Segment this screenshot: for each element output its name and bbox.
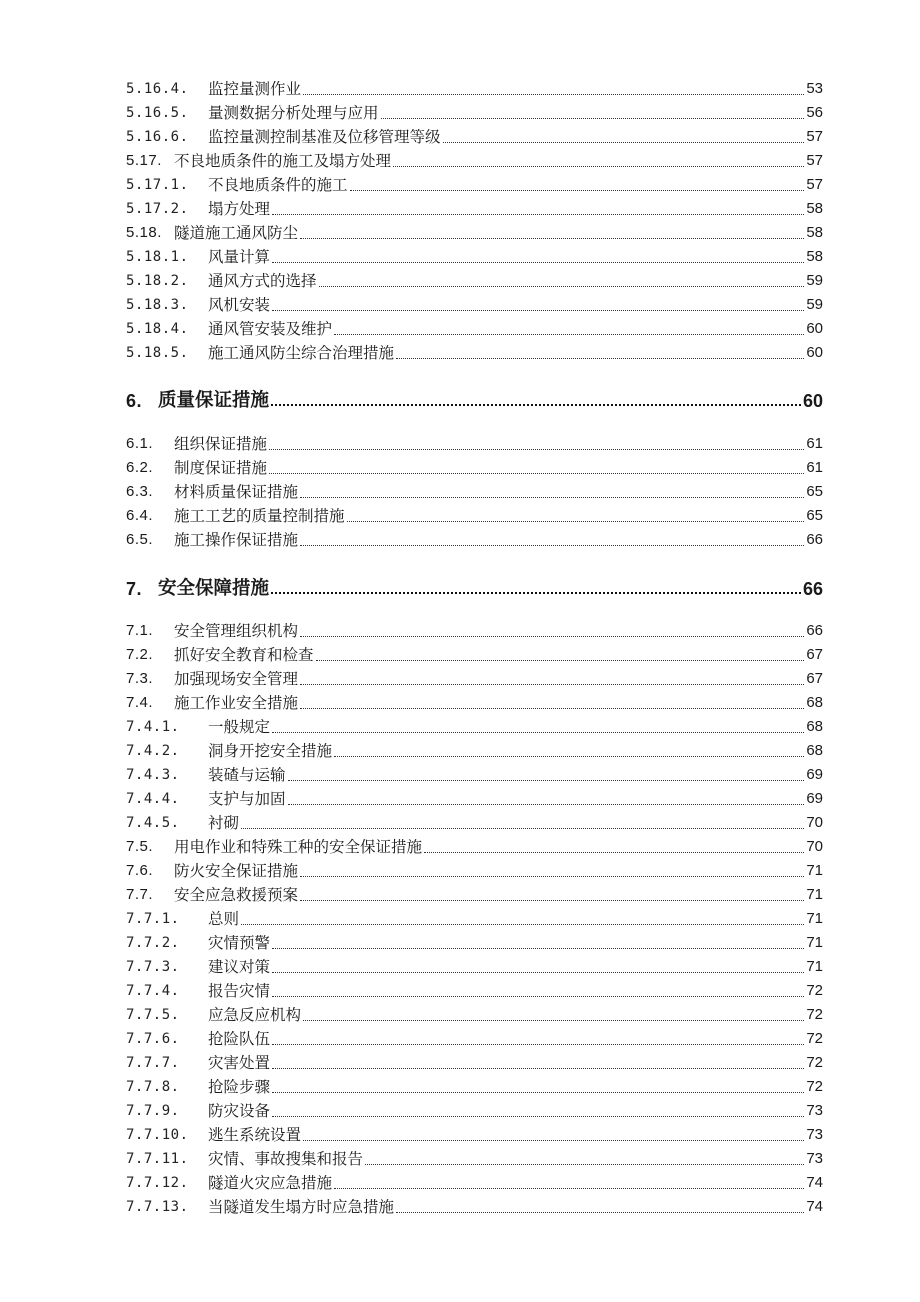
toc-entry-page-number: 60 <box>806 320 823 337</box>
toc-entry-title: 总则 <box>208 910 240 928</box>
toc-entry-title: 组织保证措施 <box>174 435 268 453</box>
toc-entry-title: 支护与加固 <box>208 790 286 808</box>
dot-leader <box>396 358 804 359</box>
toc-entry-number: 7.4.2. <box>126 743 180 759</box>
toc-entry-title: 量测数据分析处理与应用 <box>208 104 379 122</box>
dot-leader <box>347 521 805 522</box>
dot-leader <box>272 1068 804 1069</box>
toc-entry[interactable] <box>126 430 823 454</box>
toc-entry[interactable] <box>126 665 823 689</box>
toc-entry-number: 7.7.13. <box>126 1199 189 1215</box>
toc-entry-number: 7.7.5. <box>126 1007 180 1023</box>
toc-entry-title: 逃生系统设置 <box>208 1126 302 1144</box>
toc-entry[interactable] <box>126 502 823 526</box>
dot-leader <box>396 1212 804 1213</box>
toc-entry-page-number: 69 <box>806 766 823 783</box>
toc-entry-title: 施工工艺的质量控制措施 <box>174 507 345 525</box>
toc-entry-page-number: 57 <box>806 128 823 145</box>
toc-entry-title: 监控量测作业 <box>208 80 302 98</box>
toc-entry[interactable] <box>126 243 823 267</box>
toc-entry[interactable] <box>126 526 823 550</box>
toc-entry-number: 7.4. <box>126 694 154 711</box>
toc-entry-number: 5.18.4. <box>126 321 189 337</box>
toc-entry-number: 5.18.5. <box>126 345 189 361</box>
dot-leader <box>300 545 804 546</box>
toc-entry[interactable] <box>126 267 823 291</box>
toc-entry-title: 施工作业安全措施 <box>174 694 299 712</box>
toc-entry-title: 应急反应机构 <box>208 1006 302 1024</box>
dot-leader <box>300 708 804 709</box>
toc-entry-number: 6.3. <box>126 483 154 500</box>
toc-entry-title: 报告灾情 <box>208 982 271 1000</box>
toc-entry[interactable] <box>126 641 823 665</box>
dot-leader <box>300 900 804 901</box>
toc-entry-number: 5.18.2. <box>126 273 189 289</box>
toc-entry[interactable] <box>126 315 823 339</box>
toc-entry-number: 5.18. <box>126 224 162 241</box>
toc-entry-title: 不良地质条件的施工 <box>208 176 348 194</box>
toc-entry-page-number: 74 <box>806 1174 823 1191</box>
toc-entry-number: 5.17. <box>126 152 162 169</box>
toc-entry[interactable] <box>126 75 823 99</box>
toc-entry[interactable] <box>126 1025 823 1049</box>
dot-leader <box>272 262 804 263</box>
toc-entry-number: 5.16.5. <box>126 105 189 121</box>
dot-leader <box>272 948 804 949</box>
toc-entry-page-number: 72 <box>806 1078 823 1095</box>
toc-entry-title: 塌方处理 <box>208 200 271 218</box>
toc-entry-number: 7.7.3. <box>126 959 180 975</box>
toc-entry-title: 通风方式的选择 <box>208 272 317 290</box>
toc-entry-number: 5.16.4. <box>126 81 189 97</box>
toc-entry-page-number: 68 <box>806 694 823 711</box>
toc-entry-page-number: 67 <box>806 670 823 687</box>
toc-entry-page-number: 58 <box>806 248 823 265</box>
toc-entry[interactable] <box>126 454 823 478</box>
toc-entry[interactable] <box>126 478 823 502</box>
toc-entry-title: 施工通风防尘综合治理措施 <box>208 344 395 362</box>
dot-leader <box>288 780 805 781</box>
toc-entry-title: 灾害处置 <box>208 1054 271 1072</box>
toc-entry-number: 7.7.2. <box>126 935 180 951</box>
toc-entry-page-number: 66 <box>806 531 823 548</box>
dot-leader <box>272 1116 804 1117</box>
dot-leader <box>272 972 804 973</box>
dot-leader <box>241 828 804 829</box>
toc-entry-title: 加强现场安全管理 <box>174 670 299 688</box>
dot-leader <box>393 166 804 167</box>
toc-entry[interactable] <box>126 857 823 881</box>
toc-entry[interactable] <box>126 291 823 315</box>
toc-entry-title: 一般规定 <box>208 718 271 736</box>
toc-entry-page-number: 72 <box>806 1054 823 1071</box>
toc-entry-title: 当隧道发生塌方时应急措施 <box>208 1198 395 1216</box>
toc-entry-number: 7.7.10. <box>126 1127 189 1143</box>
dot-leader <box>288 804 805 805</box>
dot-leader <box>424 852 804 853</box>
toc-entry[interactable] <box>126 689 823 713</box>
toc-entry-page-number: 74 <box>806 1198 823 1215</box>
dot-leader <box>272 732 804 733</box>
toc-entry-page-number: 71 <box>806 910 823 927</box>
toc-entry-page-number: 65 <box>806 483 823 500</box>
toc-entry[interactable] <box>126 1169 823 1193</box>
toc-entry-number: 7.4.3. <box>126 767 180 783</box>
toc-entry-page-number: 71 <box>806 934 823 951</box>
toc-entry-title: 防火安全保证措施 <box>174 862 299 880</box>
toc-entry-page-number: 59 <box>806 296 823 313</box>
toc-entry-page-number: 60 <box>806 344 823 361</box>
toc-entry-page-number: 61 <box>806 459 823 476</box>
toc-entry[interactable] <box>126 881 823 905</box>
dot-leader <box>334 1188 804 1189</box>
toc-entry[interactable] <box>126 905 823 929</box>
dot-leader <box>271 592 801 594</box>
toc-entry[interactable] <box>126 1121 823 1145</box>
toc-entry-number: 5.17.2. <box>126 201 189 217</box>
toc-entry-number: 7.7.4. <box>126 983 180 999</box>
toc-entry[interactable] <box>126 123 823 147</box>
toc-entry-page-number: 68 <box>806 718 823 735</box>
toc-entry-number: 7.7.8. <box>126 1079 180 1095</box>
toc-entry-number: 7.7.9. <box>126 1103 180 1119</box>
toc-entry-page-number: 72 <box>806 1030 823 1047</box>
dot-leader <box>272 214 804 215</box>
toc-entry[interactable] <box>126 1145 823 1169</box>
toc-entry-page-number: 72 <box>806 982 823 999</box>
toc-entry[interactable] <box>126 339 823 363</box>
dot-leader <box>300 684 804 685</box>
toc-entry-number: 7.4.5. <box>126 815 180 831</box>
toc-entry-page-number: 73 <box>806 1150 823 1167</box>
toc-entry[interactable] <box>126 833 823 857</box>
toc-entry[interactable] <box>126 737 823 761</box>
toc-entry-number: 7.5. <box>126 838 154 855</box>
toc-chapter-entry[interactable] <box>126 381 823 411</box>
toc-entry-page-number: 57 <box>806 152 823 169</box>
toc-entry-number: 6. <box>126 391 143 411</box>
toc-entry-title: 通风管安装及维护 <box>208 320 333 338</box>
toc-chapter-entry[interactable] <box>126 569 823 599</box>
dot-leader <box>271 404 801 406</box>
toc-entry[interactable] <box>126 99 823 123</box>
dot-leader <box>300 636 804 637</box>
dot-leader <box>272 1092 804 1093</box>
toc-entry-title: 抢险步骤 <box>208 1078 271 1096</box>
toc-entry-number: 6.5. <box>126 531 154 548</box>
toc-entry-page-number: 60 <box>802 391 823 411</box>
toc-entry-title: 安全应急救援预案 <box>174 886 299 904</box>
toc-entry-title: 风机安装 <box>208 296 271 314</box>
dot-leader <box>272 310 804 311</box>
toc-entry-page-number: 56 <box>806 104 823 121</box>
toc-entry[interactable] <box>126 1073 823 1097</box>
dot-leader <box>272 996 804 997</box>
toc-entry-title: 施工操作保证措施 <box>174 531 299 549</box>
toc-entry-page-number: 69 <box>806 790 823 807</box>
toc-entry[interactable] <box>126 953 823 977</box>
toc-entry-number: 5.17.1. <box>126 177 189 193</box>
toc-entry[interactable] <box>126 761 823 785</box>
dot-leader <box>443 142 805 143</box>
toc-entry-title: 抓好安全教育和检查 <box>174 646 314 664</box>
dot-leader <box>300 238 804 239</box>
dot-leader <box>334 334 804 335</box>
dot-leader <box>269 449 804 450</box>
toc-entry-number: 7.7.12. <box>126 1175 189 1191</box>
toc-entry-page-number: 67 <box>806 646 823 663</box>
toc-entry-number: 7.3. <box>126 670 154 687</box>
toc-entry-title: 洞身开挖安全措施 <box>208 742 333 760</box>
toc-entry-number: 7.7.11. <box>126 1151 189 1167</box>
toc-entry-title: 质量保证措施 <box>158 390 270 411</box>
dot-leader <box>241 924 804 925</box>
dot-leader <box>303 1140 804 1141</box>
toc-entry-number: 7.6. <box>126 862 154 879</box>
toc-entry-number: 5.18.3. <box>126 297 189 313</box>
toc-entry-page-number: 71 <box>806 862 823 879</box>
dot-leader <box>365 1164 804 1165</box>
toc-entry-page-number: 71 <box>806 886 823 903</box>
toc-entry-page-number: 72 <box>806 1006 823 1023</box>
dot-leader <box>300 497 804 498</box>
toc-entry-title: 灾情预警 <box>208 934 271 952</box>
toc-entry[interactable] <box>126 171 823 195</box>
toc-entry-page-number: 68 <box>806 742 823 759</box>
toc-entry-number: 7.4.1. <box>126 719 180 735</box>
toc-entry-number: 7.7. <box>126 886 154 903</box>
toc-entry-page-number: 53 <box>806 80 823 97</box>
toc-entry-title: 防灾设备 <box>208 1102 271 1120</box>
toc-entry[interactable] <box>126 1001 823 1025</box>
toc-entry-page-number: 71 <box>806 958 823 975</box>
toc-entry-title: 风量计算 <box>208 248 271 266</box>
toc-entry[interactable] <box>126 713 823 737</box>
toc-entry-number: 7. <box>126 579 143 599</box>
toc-entry[interactable] <box>126 219 823 243</box>
dot-leader <box>303 94 804 95</box>
toc-entry-title: 用电作业和特殊工种的安全保证措施 <box>174 838 423 856</box>
toc-entry-number: 7.7.6. <box>126 1031 180 1047</box>
toc-entry-number: 7.1. <box>126 622 154 639</box>
toc-entry-number: 7.4.4. <box>126 791 180 807</box>
toc-entry-page-number: 66 <box>802 579 823 599</box>
toc-entry[interactable] <box>126 147 823 171</box>
toc-entry-title: 监控量测控制基准及位移管理等级 <box>208 128 441 146</box>
toc-entry-title: 灾情、事故搜集和报告 <box>208 1150 364 1168</box>
toc-entry-page-number: 57 <box>806 176 823 193</box>
toc-entry-title: 制度保证措施 <box>174 459 268 477</box>
toc-entry-title: 建议对策 <box>208 958 271 976</box>
toc-entry-page-number: 73 <box>806 1102 823 1119</box>
dot-leader <box>350 190 805 191</box>
toc-entry-title: 安全保障措施 <box>158 578 270 599</box>
toc-entry-page-number: 65 <box>806 507 823 524</box>
toc-entry-page-number: 73 <box>806 1126 823 1143</box>
toc-entry-page-number: 66 <box>806 622 823 639</box>
toc-entry-page-number: 58 <box>806 224 823 241</box>
toc-entry-title: 安全管理组织机构 <box>174 622 299 640</box>
dot-leader <box>272 1044 804 1045</box>
toc-entry[interactable] <box>126 809 823 833</box>
toc-entry-number: 5.16.6. <box>126 129 189 145</box>
toc-entry[interactable] <box>126 1049 823 1073</box>
toc-entry-page-number: 59 <box>806 272 823 289</box>
toc-entry[interactable] <box>126 1193 823 1217</box>
toc-entry-title: 抢险队伍 <box>208 1030 271 1048</box>
toc-entry[interactable] <box>126 617 823 641</box>
toc-entry-page-number: 70 <box>806 814 823 831</box>
toc-entry-title: 隧道火灾应急措施 <box>208 1174 333 1192</box>
toc-entry-page-number: 61 <box>806 435 823 452</box>
toc-entry-page-number: 58 <box>806 200 823 217</box>
dot-leader <box>300 876 804 877</box>
toc-entry-number: 7.7.7. <box>126 1055 180 1071</box>
toc-entry-page-number: 70 <box>806 838 823 855</box>
toc-entry-title: 不良地质条件的施工及塌方处理 <box>174 152 392 170</box>
toc-entry-number: 5.18.1. <box>126 249 189 265</box>
toc-entry-title: 材料质量保证措施 <box>174 483 299 501</box>
toc-entry[interactable] <box>126 929 823 953</box>
toc-entry-number: 6.2. <box>126 459 154 476</box>
dot-leader <box>269 473 804 474</box>
toc-entry-title: 衬砌 <box>208 814 240 832</box>
toc-entry[interactable] <box>126 195 823 219</box>
toc-entry[interactable] <box>126 785 823 809</box>
toc-entry-title: 装碴与运输 <box>208 766 286 784</box>
toc-entry-number: 7.7.1. <box>126 911 180 927</box>
toc-entry-number: 7.2. <box>126 646 154 663</box>
dot-leader <box>316 660 805 661</box>
toc-entry-number: 6.1. <box>126 435 154 452</box>
dot-leader <box>303 1020 804 1021</box>
dot-leader <box>334 756 804 757</box>
dot-leader <box>319 286 805 287</box>
toc-entry-number: 6.4. <box>126 507 154 524</box>
dot-leader <box>381 118 805 119</box>
toc-entry-title: 隧道施工通风防尘 <box>174 224 299 242</box>
toc-entry[interactable] <box>126 1097 823 1121</box>
toc-entry[interactable] <box>126 977 823 1001</box>
